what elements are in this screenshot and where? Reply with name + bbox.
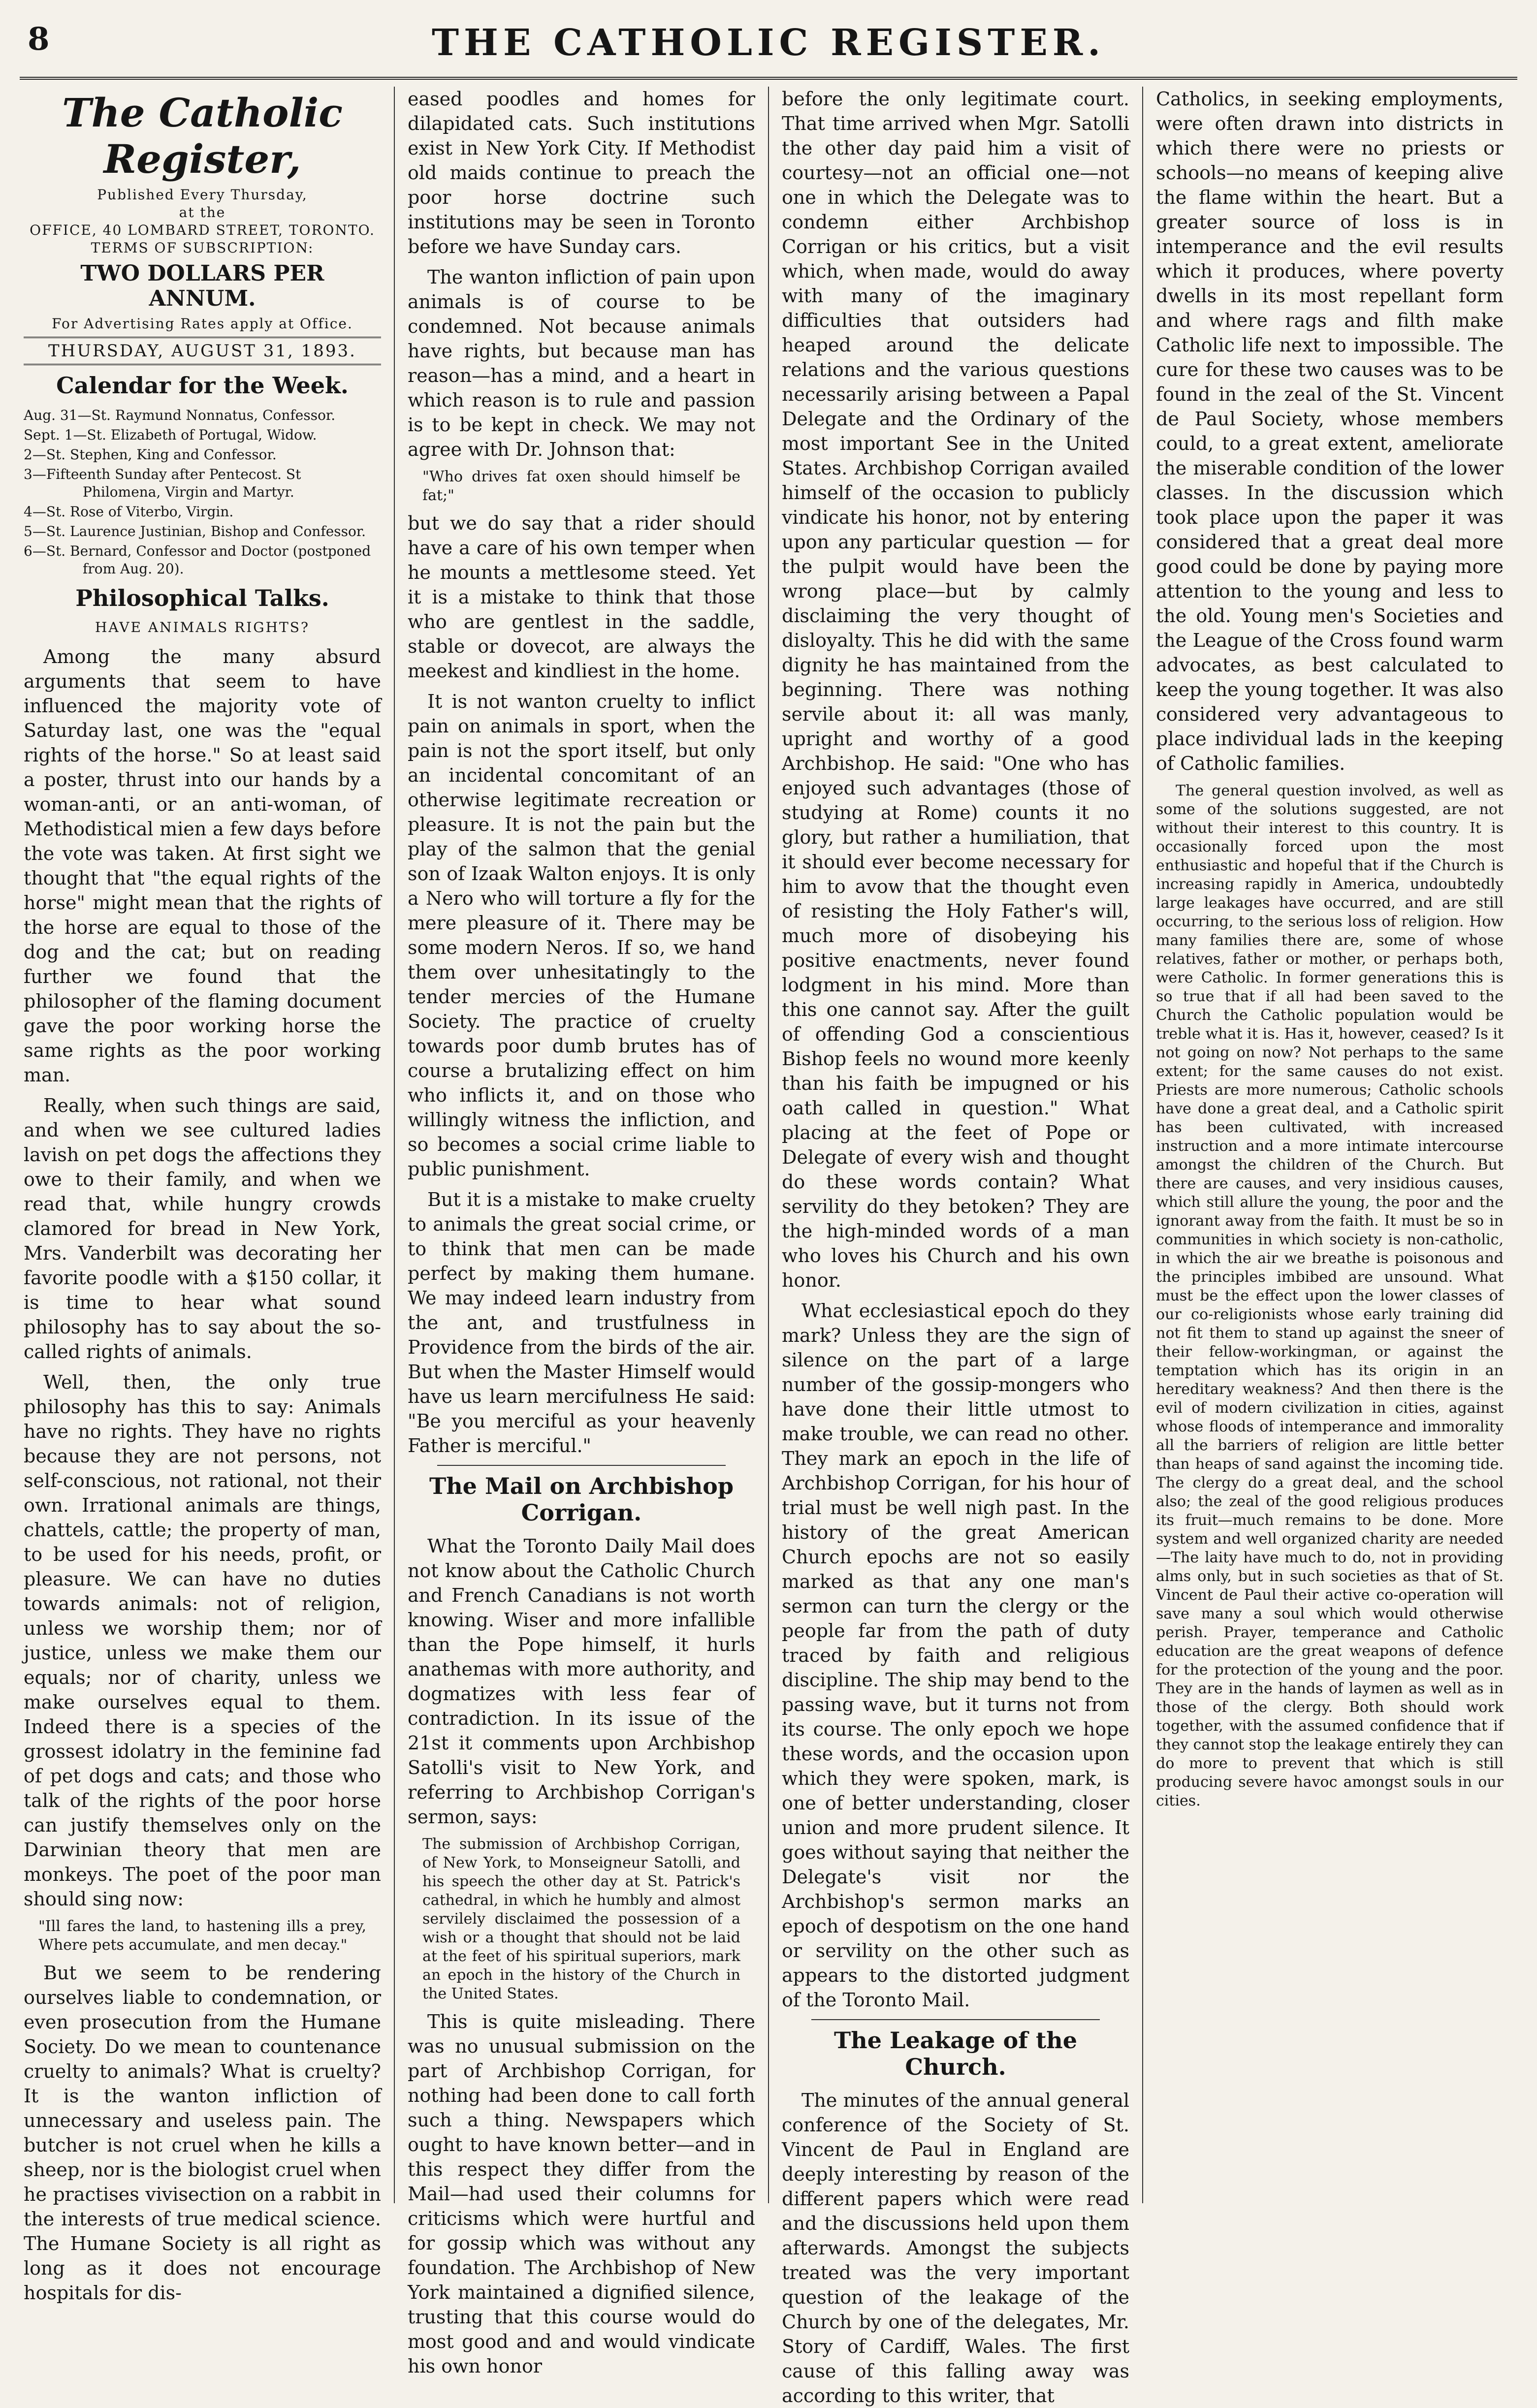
masthead-at-the: at the xyxy=(179,204,226,221)
article-paragraph: eased poodles and homes for dilapidated cats. Such institutions exist in New York City. If Methodist old maids continue to preach the poor horse doctrine such institutions may be seen in Toronto before we have Sunday cars. xyxy=(408,88,755,257)
column-3 xyxy=(768,87,1142,2407)
section-divider xyxy=(811,2019,1100,2020)
article-paragraph: This is quite misleading. There was no unusual submission on the part of Archbishop Corrigan, for nothing had been done to call forth such a thing. Newspapers which ought to have known better—and in this respect they differ from the Mail—had used their columns for criticisms which were hurtful and for gossip which was without any foundation. The Archbishop of New York maintained a dignified silence, trusting that this course would do most good and and would vindicate his own honor xyxy=(408,2011,755,2377)
calendar-item: Sept. 1—St. Elizabeth of Portugal, Widow. xyxy=(24,427,317,443)
article-paragraph: But we seem to be rendering ourselves liable to condemnation, or even prosecution from the Humane Society. Do we mean to countenance cruelty to animals? What is cruelty? It is the wanton infliction of unnecessary and useless pain. The butcher is not cruel when he kills a sheep, nor is the biologist cruel when he practises vivisection on a rabbit in the interests of true medical science. The Humane Society is all right as long as it does not encourage hospitals for dis- xyxy=(24,1962,381,2304)
section-divider xyxy=(437,1465,726,1466)
article-paragraph: What ecclesiastical epoch do they mark? Unless they are the sign of silence on the part of a large number of the gossip-mongers who have done their little utmost to make trouble, we can read no other. They mark an epoch in the life of Archbishop Corrigan, for his hour of trial must be well nigh past. In the history of the great American Church epochs are not so easily marked as that any one man's sermon can turn the clergy or the people far from the path of duty traced by faith and religious discipline. The ship may bend to the passing wave, but it turns not from its course. The only epoch we hope these words, and the occasion upon which they were spoken, mark, is one of better understanding, closer union and more prudent silence. It goes without saying that neither the Delegate's visit nor the Archbishop's sermon marks an epoch of despotism on the one hand or servility on the other such as appears to the distorted judgment of the Toronto Mail. xyxy=(782,1300,1129,2011)
masthead-title: The Catholic Register, xyxy=(62,90,343,182)
calendar-item: 3—Fifteenth Sunday after Pentecost. St Philomena, Virgin and Martyr. xyxy=(24,466,301,500)
masthead-terms-label: TERMS OF SUBSCRIPTION: xyxy=(91,240,314,256)
article-paragraph: But it is a mistake to make cruelty to animals the great social crime, or to think that men can be made perfect by making them humane. We may indeed learn industry from the ant, and trustfulness in Providence from the birds of the air. But when the Master Himself would have us learn mercifulness He said: "Be you merciful as your heavenly Father is merciful." xyxy=(408,1189,755,1457)
page-header xyxy=(20,18,1517,80)
page-number: 8 xyxy=(28,21,50,58)
masthead-terms: TWO DOLLARS PER ANNUM. xyxy=(80,261,324,311)
leakage-title: The Leakage of the Church. xyxy=(834,2027,1077,2080)
column-1 xyxy=(20,87,394,2304)
article-paragraph: What the Toronto Daily Mail does not know about the Catholic Church and French Canadians is not worth knowing. Wiser and more infallible than the Pope himself, it hurls anathemas with more authority, and dogmatizes with less fear of contradiction. In its issue of the 21st it comments upon Archbishop Satolli's visit to New York, and referring to Archbishop Corrigan's sermon, says: xyxy=(408,1535,755,1828)
paper-title: THE CATHOLIC REGISTER. xyxy=(431,22,1106,64)
article-paragraph: before the only legitimate court. That time arrived when Mgr. Satolli the other day paid him a visit of courtesy—not an official one—not one in which the Delegate was to condemn either Archbishop Corrigan or his critics, but a visit which, when made, would do away with many of the imaginary difficulties that outsiders had heaped around the delicate relations and the various questions necessarily arising between a Papal Delegate and the Ordinary of the most important See in the United States. Archbishop Corrigan availed himself of the occasion to publicly vindicate his honor, not by entering upon any particular question — for the pulpit would have been the wrong place—but by calmly disclaiming the very thought of disloyalty. This he did with the same dignity he has maintained from the beginning. There was nothing servile about it: all was manly, upright and worthy of a good Archbishop. He said: "One who has enjoyed such advantages (those of studying at Rome) counts it no glory, but rather a humiliation, that it should ever become necessary for him to avow that the thought even of resisting the Holy Father's will, much more of disobeying his positive enactments, never found lodgment in his mind. More than this one cannot say. After the guilt of offending God a conscientious Bishop feels no wound more keenly than his faith be impugned or his oath called in question." What placing at the feet of Pope or Delegate of every wish and thought do these words contain? What servility do they betoken? They are the high-minded words of a man who loves his Church and his own honor. xyxy=(782,88,1129,1291)
calendar-item: 2—St. Stephen, King and Confessor. xyxy=(24,446,277,463)
columns xyxy=(20,87,1517,2407)
masthead-advertising: For Advertising Rates apply at Office. xyxy=(52,316,353,332)
article-paragraph: but we do say that a rider should have a care of his own temper when he mounts a mettlesome steed. Yet it is a mistake to think that those who are gentlest in the saddle, stable or dovecot, are always the meekest and kindliest in the home. xyxy=(408,512,755,682)
article-paragraph: The minutes of the annual general conference of the Society of St. Vincent de Paul in England are deeply interesting by reason of the different papers which were read and the discussions held upon them afterwards. Amongst the subjects treated was the very important question of the leakage of the Church by one of the delegates, Mr. Story of Cardiff, Wales. The first cause of this falling away was according to this writer, that xyxy=(782,2090,1129,2407)
article-paragraph: It is not wanton cruelty to inflict pain on animals in sport, when the pain is not the sport itself, but only an incidental concomitant of an otherwise legitimate recreation or pleasure. It is not the pain but the play of the salmon that the genial son of Izaak Walton enjoys. It is only a Nero who will torture a fly for the mere pleasure of it. There may be some modern Neros. If so, we hand them over unhesitatingly to the tender mercies of the Humane Society. The practice of cruelty towards poor dumb brutes has of course a brutalizing effect on him who inflicts it, and on those who willingly witness the infliction, and so becomes a social crime liable to public punishment. xyxy=(408,691,755,1180)
calendar-item: 6—St. Bernard, Confessor and Doctor (postponed from Aug. 20). xyxy=(24,543,371,577)
calendar-item: 5—St. Laurence Justinian, Bishop and Confessor. xyxy=(24,523,366,539)
mail-title: The Mail on Archbishop Corrigan. xyxy=(429,1473,734,1526)
calendar-item: 4—St. Rose of Viterbo, Virgin. xyxy=(24,504,234,520)
article-paragraph: Catholics, in seeking employments, were often drawn into districts in which there were no priests or schools—no means of keeping alive the flame within the heart. But a greater source of loss is in intemperance and the evil results which it produces, where poverty dwells in its most repellant form and where rags and filth make Catholic life next to impossible. The cure for these two causes was to be found in the zeal of the St. Vincent de Paul Society, whose members could, to a great extent, ameliorate the miserable condition of the lower classes. In the discussion which took place upon the paper it was considered that a great deal more good could be done by paying more attention to the young and less to the old. Young men's Societies and the League of the Cross found warm advocates, as best calculated to keep the young together. It was also considered very advantageous to place individual lads in the keeping of Catholic families. xyxy=(1156,88,1504,774)
article-paragraph: The general question involved, as well as some of the solutions suggested, are not without their interest to this country. It is occasionally forced upon the most enthusiastic and hopeful that if the Church is increasing rapidly in America, undoubtedly large leakages have occurred, and are still occurring, to the serious loss of religion. How many families there are, some of whose relatives, father or mother, or perhaps both, were Catholic. In former generations this is so true that if all had been saved to the Church the Catholic population would be treble what it is. Has it, however, ceased? Is it not going on now? Not perhaps to the same extent; for the same causes do not exist. Priests are more numerous; Catholic schools have done a great deal, and a Catholic spirit has been cultivated, with increased instruction and a more intimate intercourse amongst the children of the Church. But there are causes, and very insidious causes, which still allure the young, the poor and the ignorant away from the faith. It must be so in communities in which society is non-catholic, in which the air we breathe is poisonous and the principles imbibed are unsound. What must be the effect upon the lower classes of our co-religionists whose early training did not fit them to stand up against the sneer of their fellow-workingman, or against the temptation which has its origin in an hereditary weakness? And then there is the evil of modern civilization in cities, against whose floods of intemperance and immorality all the barriers of religion are little better than heaps of sand against the incoming tide. The clergy do a great deal, and the school also; the zeal of the good religious produces its fruit—much remains to be done. More system and well organized charity are needed—The laity have much to do, not in providing alms only, but in such societies as that of St. Vincent de Paul their active co-operation will save many a soul which would otherwise perish. Prayer, temperance and Catholic education are the great weapons of defence for the protection of the young and the poor. They are in the hands of laymen as well as in those of the clergy. Both should work together, with the assumed confidence that if they cannot stop the leakage entirely they can do more to prevent that which is still producing severe havoc amongst souls in our cities. xyxy=(1156,782,1504,1809)
johnson-quote: "Who drives fat oxen should himself be fat;" xyxy=(422,468,740,504)
masthead-office: OFFICE, 40 LOMBARD STREET, TORONTO. xyxy=(30,222,375,238)
philosophical-title: Philosophical Talks. xyxy=(75,585,329,611)
philosophical-subtitle: HAVE ANIMALS RIGHTS? xyxy=(95,619,310,635)
masthead-date: THURSDAY, AUGUST 31, 1893. xyxy=(24,337,381,365)
column-2 xyxy=(394,87,768,2377)
article-paragraph: Well, then, the only true philosophy has this to say: Animals have no rights. They have no rights because they are not persons, not self-conscious, not rational, not their own. Irrational animals are things, chattels, cattle; the property of man, to be used for his needs, profit, or pleasure. We can have no duties towards animals: not of religion, unless we worship them; nor of justice, unless we make them our equals; nor of charity, unless we make ourselves equal to them. Indeed there is a species of the grossest idolatry in the feminine fad of pet dogs and cats; and those who talk of the rights of the poor horse can justify themselves only on the Darwinian theory that men are monkeys. The poet of the poor man should sing now: xyxy=(24,1371,381,1910)
mail-quote: The submission of Archbishop Corrigan, of New York, to Monseigneur Satolli, and his speech the other day at St. Patrick's cathedral, in which he humbly and almost servilely disclaimed the possession of a wish or a thought that should not be laid at the feet of his spiritual superiors, mark an epoch in the history of the Church in the United States. xyxy=(422,1836,740,2002)
calendar-list xyxy=(24,407,381,578)
article-paragraph: Among the many absurd arguments that seem to have influenced the majority vote of Saturday last, one was the "equal rights of the horse." So at least said a poster, thrust into our hands by a woman-anti, or an anti-woman, of Methodistical mien a few days before the vote was taken. At first sight we thought that "the equal rights of the horse" might mean that the rights of the horse are equal to those of the dog and the cat; but on reading further we found that the philosopher of the flaming document gave the poor working horse the same rights as the poor working man. xyxy=(24,646,381,1086)
calendar-item: Aug. 31—St. Raymund Nonnatus, Confessor. xyxy=(24,407,336,423)
calendar-title: Calendar for the Week. xyxy=(56,372,349,399)
article-paragraph: Really, when such things are said, and when we see cultured ladies lavish on pet dogs the affections they owe to their family, and when we read that, while hungry crowds clamored for bread in New York, Mrs. Vanderbilt was decorating her favorite poodle with a $150 collar, it is time to hear what sound philosophy has to say about the so-called rights of animals. xyxy=(24,1095,381,1362)
masthead-published: Published Every Thursday, xyxy=(97,187,308,203)
poem-quote: "Ill fares the land, to hastening ills a prey, Where pets accumulate, and men decay." xyxy=(38,1918,366,1954)
article-paragraph: The wanton infliction of pain upon animals is of course to be condemned. Not because animals have rights, but because man has reason—has a mind, and a heart in which reason is to rule and passion is to be kept in check. We may not agree with Dr. Johnson that: xyxy=(408,266,755,460)
column-4 xyxy=(1142,87,1516,2203)
